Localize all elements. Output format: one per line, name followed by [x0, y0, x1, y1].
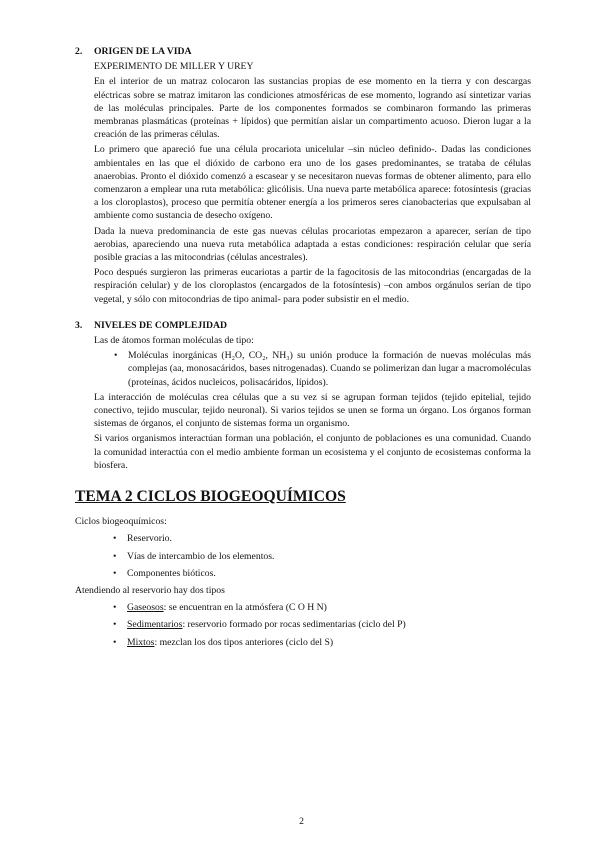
bullet-icon — [113, 532, 127, 545]
type-definition: : se encuentran en la atmósfera (C O H N) — [163, 602, 327, 614]
section-title: ORIGEN DE LA VIDA — [94, 46, 192, 57]
section-2-origen-de-la-vida — [75, 45, 531, 306]
bullet-list — [94, 349, 531, 389]
bullet-icon — [113, 636, 127, 649]
type-definition: : reservorio formado por rocas sedimentarias (ciclo del P) — [182, 619, 406, 631]
bullet-text: Moléculas inorgánicas (H₂O, CO₂, NH₃) su unión produce la formación de nuevas moléculas más complejas (aa, monosacáridos, bases nitrogenadas). Cuando se polimerizan dan lugar a macromoléculas (proteínas, ácidos nucleicos, polisacáridos, lípidos). — [128, 350, 531, 388]
list-item — [75, 567, 531, 580]
type-term: Mixtos — [127, 636, 155, 648]
section-3-niveles-de-complejidad — [75, 319, 531, 472]
paragraph: Las de átomos forman moléculas de tipo: — [94, 335, 254, 347]
list-item — [75, 601, 531, 614]
page-number: 2 — [299, 815, 304, 827]
list-item — [94, 349, 531, 389]
list-item — [75, 532, 531, 545]
reservorio-subintro: Atendiendo al reservorio hay dos tipos — [75, 584, 225, 596]
paragraph: Poco después surgieron las primeras eucariotas a partir de la fagocitosis de las mitocondrias (encargadas de la respiración celular) y de los cloroplastos (encargados de la fotosíntesis) –con ambos orgánulos serían de tipo vegetal, y sólo con mitocondrias de tipo animal- para poder subsistir en el medio. — [94, 267, 531, 305]
section-number: 2. — [75, 46, 83, 57]
type-definition: : mezclan los dos tipos anteriores (ciclo del S) — [154, 636, 334, 648]
list-item — [75, 636, 531, 649]
bullet-text — [127, 618, 531, 631]
bullet-icon — [113, 601, 127, 614]
ciclos-bullet-list — [75, 532, 531, 580]
paragraph: En el interior de un matraz colocaron las sustancias propias de ese momento en la tierra y con descargas eléctricas sobre se matraz imitaron las condiciones atmosféricas de ese momento, logrando así sintetizar varias de las moléculas principales. Parte de los componentes formados se combinaron formando las primeras membranas plasmáticas (proteínas + lípidos) que permitían aislar un compartimento acuoso. Dieron lugar a la creación de las primeras células. — [94, 76, 531, 141]
list-item — [75, 618, 531, 631]
list-item — [75, 550, 531, 563]
type-term: Gaseosos — [127, 602, 164, 614]
bullet-icon — [113, 567, 127, 580]
tema2-heading: TEMA 2 CICLOS BIOGEOQUÍMICOS — [75, 488, 346, 506]
paragraph: Si varios organismos interactúan forman una población, el conjunto de poblaciones es una comunidad. Cuando la comunidad interactúa con el medio ambiente forman un ecosistema y el conjunto de ecosistemas conforma la biosfera. — [94, 433, 531, 471]
bullet-text — [127, 636, 531, 649]
section-number: 3. — [75, 319, 83, 331]
paragraph: La interacción de moléculas crea células que a su vez si se agrupan forman tejidos (tejido epitelial, tejido conectivo, tejido muscular, tejido neuronal). Si varios tejidos se unen se forma un órgano. Los órganos forman sistemas de órganos, el conjunto de sistemas forma un organismo. — [94, 391, 531, 430]
section-subtitle: EXPERIMENTO DE MILLER Y UREY — [94, 61, 254, 73]
section-title: NIVELES DE COMPLEJIDAD — [94, 319, 227, 331]
bullet-icon — [113, 618, 127, 631]
type-term: Sedimentarios — [127, 619, 183, 631]
bullet-text: Reservorio. — [127, 533, 172, 545]
paragraph: Lo primero que apareció fue una célula procariota unicelular –sin núcleo definido-. Dadas las condiciones ambientales en las que el dióxido de carbono era uno de los gases predominantes, se trataba de células anaerobias. Pronto el dióxido comenzó a escasear y se necesitaron nuevas formas de obtener alimento, para ello comenzaron a emplear una ruta metabólica: glicólisis. Una nueva parte metabólica aparece: fotosíntesis (gracias a los cloroplastos), proceso que permitía obtener energía a los primeros seres cianobacterias que expulsaban al ambiente como sustancia de desecho oxígeno. — [94, 144, 531, 222]
paragraph: Dada la nueva predominancia de este gas nuevas células procariotas empezaron a aparecer, serían de tipo aerobias, apareciendo una nueva ruta metabólica adaptada a estas condiciones: respiración celular que sería posible gracias a las mitocondrias (células ancestrales). — [94, 225, 531, 264]
bullet-text — [127, 601, 531, 614]
bullet-icon — [113, 550, 127, 563]
bullet-text: Componentes bióticos. — [127, 567, 216, 579]
tema2-intro: Ciclos biogeoquímicos: — [75, 516, 167, 528]
bullet-icon — [114, 349, 128, 389]
reservorio-types-list — [75, 601, 531, 649]
bullet-text: Vías de intercambio de los elementos. — [127, 550, 275, 562]
